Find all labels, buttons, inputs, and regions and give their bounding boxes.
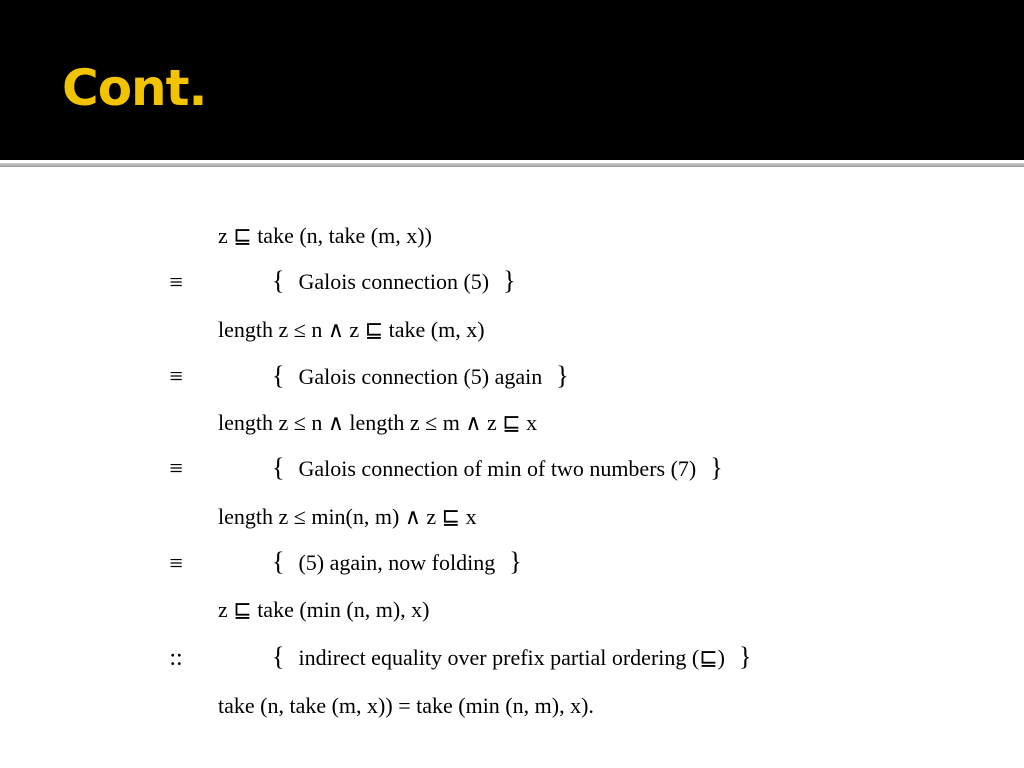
- hint-open-brace: {: [272, 266, 285, 295]
- proof-hint: [272, 642, 751, 672]
- proof-operator: ≡: [169, 551, 183, 577]
- hint-open-brace: {: [272, 361, 285, 390]
- hint-close-brace: }: [710, 453, 723, 482]
- hint-open-brace: {: [272, 642, 285, 671]
- hint-close-brace: }: [503, 266, 516, 295]
- proof-hint: [272, 547, 522, 577]
- proof-operator: ::: [169, 645, 183, 671]
- proof-expression: z ⊑ take (min (n, m), x): [218, 597, 430, 622]
- proof-hint: [272, 266, 516, 296]
- proof-expression: length z ≤ n ∧ length z ≤ m ∧ z ⊑ x: [218, 410, 538, 435]
- hint-text: Galois connection (5) again: [298, 364, 543, 389]
- hint-open-brace: {: [272, 547, 285, 576]
- proof-conclusion: take (n, take (m, x)) = take (min (n, m), x).: [218, 693, 594, 718]
- proof-hint: [272, 361, 569, 391]
- hint-close-brace: }: [556, 361, 569, 390]
- proof-expression: length z ≤ min(n, m) ∧ z ⊑ x: [218, 504, 477, 529]
- proof-operator: ≡: [169, 270, 183, 296]
- hint-text: Galois connection (5): [298, 269, 490, 294]
- hint-text: (5) again, now folding: [298, 550, 496, 575]
- hint-text: indirect equality over prefix partial ordering (⊑): [298, 645, 725, 670]
- hint-close-brace: }: [509, 547, 522, 576]
- hint-open-brace: {: [272, 453, 285, 482]
- proof-expression: length z ≤ n ∧ z ⊑ take (m, x): [218, 317, 485, 342]
- proof-operator: ≡: [169, 456, 183, 482]
- proof-hint: [272, 453, 723, 483]
- slide-title: Cont.: [62, 59, 207, 117]
- proof-expression: z ⊑ take (n, take (m, x)): [218, 223, 432, 248]
- hint-text: Galois connection of min of two numbers (7): [298, 456, 697, 481]
- proof-operator: ≡: [169, 364, 183, 390]
- hint-close-brace: }: [738, 642, 752, 671]
